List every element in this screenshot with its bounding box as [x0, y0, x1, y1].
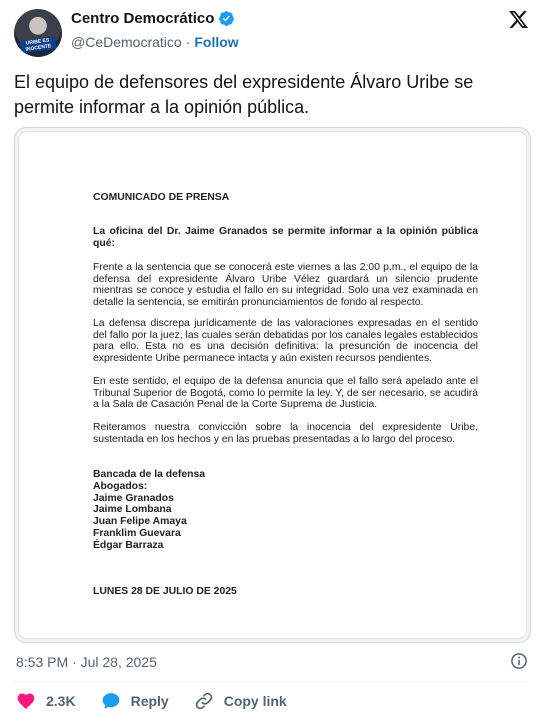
- follow-button[interactable]: Follow: [194, 34, 239, 50]
- handle-row: [71, 34, 239, 50]
- signature-line: Abogados:: [93, 480, 148, 492]
- signature-line: Franklim Guevara: [93, 527, 181, 539]
- divider: [14, 681, 528, 682]
- signature-line: Jaime Lombana: [93, 504, 172, 516]
- doc-paragraph: La defensa discrepa jurídicamente de las valoraciones expresadas en el sentido del fallo por la juez, las cuales serán debatidas por los canales legales establecidos para ello. Esta no es una decisión definitiva: la presunción de inocencia del expresidente Uribe permanece intacta y aún existen recursos pendientes.: [93, 318, 478, 364]
- press-release-document: [18, 131, 527, 639]
- doc-title: COMUNICADO DE PRENSA: [93, 192, 230, 203]
- signature-line: Jaime Granados: [93, 492, 174, 504]
- signature-line: Édgar Barraza: [93, 539, 164, 551]
- like-button[interactable]: [16, 691, 76, 711]
- avatar[interactable]: [14, 9, 62, 57]
- display-name[interactable]: Centro Democrático: [71, 10, 215, 27]
- doc-paragraph: En este sentido, el equipo de la defensa anuncia que el fallo será apelado ante el Tribunal Superior de Bogotá, como lo permite la ley. Y, de ser necesario, se acudirá a la Sala de Casación Penal de la Corte Suprema de Justicia.: [93, 376, 478, 411]
- doc-signature: [93, 469, 205, 552]
- reply-bubble-icon: [101, 691, 121, 711]
- reply-button[interactable]: [101, 691, 169, 711]
- link-icon: [194, 691, 214, 711]
- name-row: [71, 10, 235, 27]
- doc-date: LUNES 28 DE JULIO DE 2025: [93, 586, 237, 597]
- tweet-text: El equipo de defensores del expresidente Álvaro Uribe se permite informar a la opinión pública.: [14, 72, 474, 117]
- media-attachment[interactable]: [14, 127, 531, 643]
- tweet-header: [14, 8, 530, 58]
- copy-link-label: Copy link: [223, 693, 287, 709]
- info-icon[interactable]: [510, 652, 528, 670]
- verified-badge-icon: [218, 10, 235, 27]
- doc-paragraph: Reiteramos nuestra convicción sobre la inocencia del expresidente Uribe, sustentada en los hechos y en las pruebas presentadas a lo largo del proceso.: [93, 422, 478, 445]
- handle[interactable]: @CeDemocratico: [71, 34, 182, 50]
- avatar-badge: URIBE ES INOCENTE: [19, 37, 56, 54]
- doc-paragraph: Frente a la sentencia que se conocerá este viernes a las 2:00 p.m., el equipo de la defensa del expresidente Álvaro Uribe Vélez guardará un silencio prudente mientras se conoce y estudia el fallo en su integridad. Solo una vez examinada en detalle la sentencia, se emitirán pronunciamientos de fondo al respecto.: [93, 262, 478, 308]
- reply-label: Reply: [130, 693, 169, 709]
- doc-intro: La oficina del Dr. Jaime Granados se permite informar a la opinión pública qué:: [93, 226, 478, 249]
- copy-link-button[interactable]: [194, 691, 287, 711]
- signature-line: Juan Felipe Amaya: [93, 516, 187, 528]
- tweet-timestamp[interactable]: 8:53 PM · Jul 28, 2025: [16, 654, 157, 670]
- like-count: 2.3K: [46, 693, 76, 709]
- x-logo-icon[interactable]: [507, 9, 530, 30]
- signature-line: Bancada de la defensa: [93, 469, 206, 480]
- heart-icon: [16, 691, 36, 711]
- action-bar: [16, 691, 312, 711]
- separator: ·: [185, 34, 191, 50]
